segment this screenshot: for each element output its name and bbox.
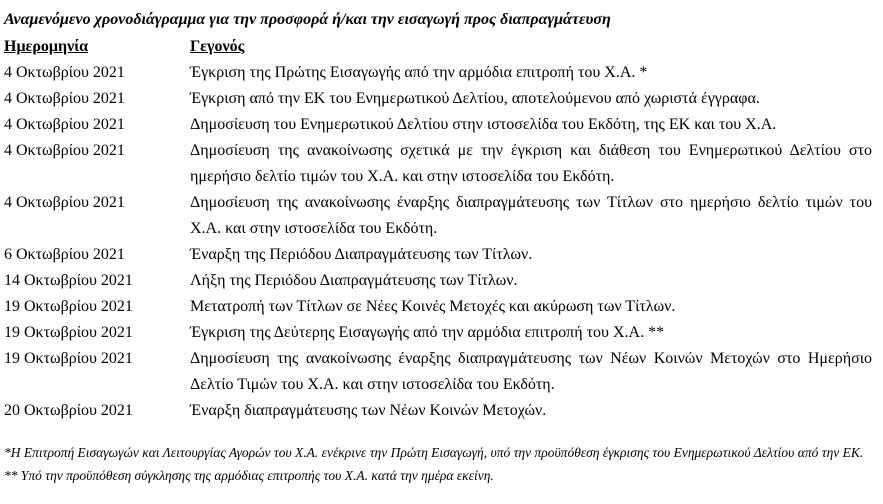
event-cell: Έγκριση της Πρώτης Εισαγωγής από την αρμόδια επιτροπή του Χ.Α. * <box>190 64 648 81</box>
footnote-first-listing: *Η Επιτροπή Εισαγωγών και Λειτουργίας Αγορών του Χ.Α. ενέκρινε την Πρώτη Εισαγωγή, υπό την προϋπόθεση έγκρισης του Ενημερωτικού Δελτίου από την ΕΚ. <box>4 445 864 460</box>
table-row <box>4 346 872 398</box>
table-row <box>4 268 872 294</box>
date-cell: 6 Οκτωβρίου 2021 <box>4 246 125 263</box>
event-cell: Μετατροπή των Τίτλων σε Νέες Κοινές Μετοχές και ακύρωση των Τίτλων. <box>190 298 676 315</box>
table-row <box>4 320 872 346</box>
date-cell: 4 Οκτωβρίου 2021 <box>4 64 125 81</box>
table-row <box>4 60 872 86</box>
column-header-date: Ημερομηνία <box>4 38 89 55</box>
date-cell: 14 Οκτωβρίου 2021 <box>4 272 133 289</box>
event-cell: Έγκριση της Δεύτερης Εισαγωγής από την αρμόδια επιτροπή του Χ.Α. ** <box>190 324 665 341</box>
event-cell: Δημοσίευση της ανακοίνωσης σχετικά με την έγκριση και διάθεση του Ενημερωτικού Δελτίου στο ημερήσιο δελτίο τιμών του Χ.Α. και στην ιστοσελίδα του Εκδότη. <box>190 142 872 185</box>
date-cell: 20 Οκτωβρίου 2021 <box>4 402 133 419</box>
event-cell: Δημοσίευση του Ενημερωτικού Δελτίου στην ιστοσελίδα του Εκδότη, της ΕΚ και του Χ.Α. <box>190 116 777 133</box>
table-body <box>4 60 872 424</box>
footnote-second-listing: ** Υπό την προϋπόθεση σύγκλησης της αρμόδιας επιτροπής του Χ.Α. κατά την ημέρα εκείνη. <box>4 468 494 483</box>
date-cell: 19 Οκτωβρίου 2021 <box>4 298 133 315</box>
table-header-row <box>4 34 872 60</box>
table-row <box>4 86 872 112</box>
table-row <box>4 294 872 320</box>
timeline-table <box>4 34 872 424</box>
date-cell: 19 Οκτωβρίου 2021 <box>4 324 133 341</box>
event-cell: Δημοσίευση της ανακοίνωσης έναρξης διαπραγμάτευσης των Τίτλων στο ημερήσιο δελτίο τιμών του Χ.Α. και στην ιστοσελίδα του Εκδότη. <box>190 194 872 237</box>
table-row <box>4 190 872 242</box>
footnotes-section <box>4 442 872 487</box>
date-cell: 19 Οκτωβρίου 2021 <box>4 350 133 367</box>
table-row <box>4 398 872 424</box>
table-row <box>4 242 872 268</box>
column-header-event: Γεγονός <box>190 38 245 55</box>
event-cell: Λήξη της Περιόδου Διαπραγμάτευσης των Τίτλων. <box>190 272 518 289</box>
event-cell: Έναρξη διαπραγμάτευσης των Νέων Κοινών Μετοχών. <box>190 402 547 419</box>
event-cell: Δημοσίευση της ανακοίνωσης έναρξης διαπραγμάτευσης των Νέων Κοινών Μετοχών στο Ημερήσιο Δελτίο Τιμών του Χ.Α. και στην ιστοσελίδα του Εκδότη. <box>190 350 872 393</box>
date-cell: 4 Οκτωβρίου 2021 <box>4 142 125 159</box>
date-cell: 4 Οκτωβρίου 2021 <box>4 116 125 133</box>
table-row <box>4 112 872 138</box>
event-cell: Έναρξη της Περιόδου Διαπραγμάτευσης των Τίτλων. <box>190 246 533 263</box>
document-page <box>4 7 872 487</box>
page-title: Αναμενόμενο χρονοδιάγραμμα για την προσφορά ή/και την εισαγωγή προς διαπραγμάτευση <box>4 11 611 28</box>
date-cell: 4 Οκτωβρίου 2021 <box>4 90 125 107</box>
date-cell: 4 Οκτωβρίου 2021 <box>4 194 125 211</box>
table-row <box>4 138 872 190</box>
event-cell: Έγκριση από την ΕΚ του Ενημερωτικού Δελτίου, αποτελούμενου από χωριστά έγγραφα. <box>190 90 760 107</box>
